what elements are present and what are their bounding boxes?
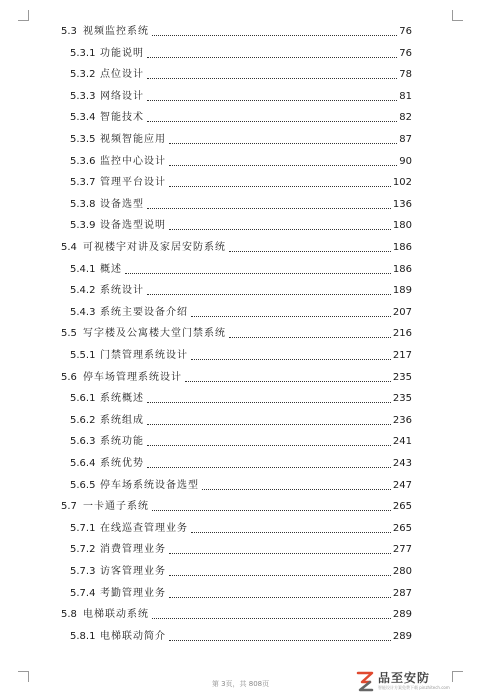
toc-entry-title: 访客管理业务 [100,566,166,577]
toc-entry-title: 点位设计 [100,69,144,81]
toc-entry-page: 207 [392,306,412,318]
toc-entry-page: 136 [392,198,412,210]
toc-entry-title: 停车场系统设备选型 [100,479,199,491]
toc-entry-number: 5.6.1 [70,393,96,405]
toc-dot-leader [147,467,391,468]
toc-entry[interactable] [70,432,412,448]
toc-entry-number: 5.4.2 [70,285,96,297]
toc-entry-title: 系统组成 [100,414,144,426]
toc-dot-leader [169,165,397,166]
toc-dot-leader [191,359,391,360]
toc-entry[interactable] [70,540,412,556]
toc-entry-title: 系统设计 [100,285,144,297]
toc-dot-leader [147,57,397,58]
toc-entry-page: 277 [392,544,412,556]
toc-entry-title: 在线巡查管理业务 [100,522,188,534]
toc-dot-leader [147,294,391,295]
toc-entry-page: 235 [392,371,412,383]
watermark-subtitle: 智能设计方案免费下载 pinzhitech.com [378,684,450,690]
toc-entry-page: 186 [392,242,412,253]
toc-entry[interactable] [70,173,412,189]
toc-dot-leader [202,489,391,490]
toc-entry[interactable] [61,22,412,38]
page-footer: 第 3页，共 808页 [211,680,270,688]
toc-entry[interactable] [70,281,412,297]
toc-entry-number: 5.7.2 [70,544,96,556]
toc-entry-title: 电梯联动简介 [100,630,166,642]
toc-dot-leader [147,121,397,122]
toc-entry-page: 90 [399,155,412,167]
toc-entry-title: 概述 [100,263,122,275]
toc-dot-leader [229,251,391,252]
toc-entry-number: 5.3 [61,26,77,37]
toc-dot-leader [152,35,397,36]
toc-dot-leader [147,208,391,209]
toc-entry-title: 视频监控系统 [83,26,149,37]
toc-entry-page: 189 [392,285,412,297]
toc-entry[interactable] [61,368,412,384]
toc-entry[interactable] [70,584,412,600]
toc-entry-number: 5.5 [61,328,77,340]
toc-entry-number: 5.5.1 [70,350,96,361]
toc-dot-leader [147,100,397,101]
toc-entry-title: 网络设计 [100,90,144,102]
toc-entry-title: 系统主要设备介绍 [100,306,188,318]
toc-dot-leader [147,78,397,79]
toc-entry-title: 门禁管理系统设计 [100,350,188,361]
toc-dot-leader [147,424,391,425]
toc-entry-page: 87 [399,134,412,145]
toc-entry-page: 81 [399,90,412,102]
toc-entry-title: 智能技术 [100,112,144,124]
toc-entry-number: 5.8.1 [70,630,96,642]
toc-entry-title: 系统概述 [100,393,144,405]
toc-dot-leader [147,445,391,446]
toc-dot-leader [185,381,391,382]
toc-entry-page: 289 [392,630,412,642]
toc-dot-leader [152,618,391,619]
toc-entry-number: 5.6.3 [70,436,96,448]
toc-entry-page: 241 [392,436,412,448]
toc-entry[interactable] [70,108,412,124]
toc-entry-title: 电梯联动系统 [83,609,149,621]
toc-dot-leader [125,273,391,274]
toc-entry-page: 265 [392,501,412,513]
toc-entry[interactable] [70,454,412,470]
toc-entry[interactable] [61,497,412,513]
toc-entry-number: 5.3.4 [70,112,96,124]
toc-entry-number: 5.8 [61,609,77,621]
toc-entry-page: 102 [392,177,412,189]
toc-entry[interactable] [70,260,412,276]
toc-entry-page: 180 [392,220,412,232]
toc-entry-title: 可视楼宇对讲及家居安防系统 [83,242,226,253]
toc-dot-leader [191,532,391,533]
toc-entry-number: 5.7.4 [70,587,96,599]
toc-entry-page: 243 [392,458,412,469]
toc-entry-number: 5.7 [61,501,77,513]
toc-dot-leader [152,510,391,511]
toc-entry-number: 5.6 [61,371,77,383]
toc-entry[interactable] [70,411,412,427]
toc-entry[interactable] [70,152,412,168]
toc-entry-title: 管理平台设计 [100,177,166,189]
toc-entry[interactable] [70,44,412,60]
toc-entry-number: 5.7.1 [70,522,96,534]
toc-entry-page: 78 [399,69,412,81]
toc-entry-number: 5.4.1 [70,263,96,275]
toc-entry-number: 5.3.1 [70,47,96,59]
toc-dot-leader [169,553,391,554]
toc-dot-leader [169,143,397,144]
toc-dot-leader [191,316,391,317]
toc-entry-number: 5.3.8 [70,198,96,210]
watermark [356,666,481,696]
toc-entry[interactable] [70,303,412,319]
toc-entry-page: 76 [399,26,412,37]
toc-entry[interactable] [61,605,412,621]
toc-entry-number: 5.3.6 [70,155,96,167]
toc-entry-page: 247 [392,479,412,491]
toc-entry-title: 消费管理业务 [100,544,166,556]
toc-entry-number: 5.4.3 [70,306,96,318]
toc-entry-number: 5.6.4 [70,458,96,469]
toc-entry[interactable] [70,87,412,103]
crop-mark-top-left [18,10,29,21]
toc-entry-number: 5.6.5 [70,479,96,491]
toc-entry-title: 设备选型说明 [100,220,166,232]
toc-entry-page: 280 [392,566,412,577]
toc-entry[interactable] [70,562,412,578]
toc-dot-leader [169,575,391,576]
toc-entry[interactable] [70,627,412,643]
watermark-name: 品至安防 [378,670,431,685]
toc-entry-page: 289 [392,609,412,621]
toc-entry-title: 一卡通子系统 [83,501,149,513]
toc-entry-title: 功能说明 [100,47,144,59]
toc-entry-page: 216 [392,328,412,340]
toc-entry-number: 5.3.3 [70,90,96,102]
toc-entry-title: 写字楼及公寓楼大堂门禁系统 [83,328,226,340]
toc-entry-title: 停车场管理系统设计 [83,371,182,383]
toc-entry-title: 系统功能 [100,436,144,448]
toc-entry-number: 5.4 [61,242,77,253]
toc-entry-page: 186 [392,263,412,275]
toc-dot-leader [169,229,391,230]
toc-dot-leader [229,337,391,338]
toc-entry-number: 5.3.5 [70,134,96,145]
toc-entry-page: 217 [392,350,412,361]
toc-entry-page: 235 [392,393,412,405]
toc-entry-title: 系统优势 [100,458,144,469]
toc-dot-leader [169,186,391,187]
toc-entry[interactable] [70,346,412,362]
toc-entry[interactable] [61,238,412,254]
crop-mark-top-right [452,10,463,21]
toc-entry[interactable] [70,476,412,492]
toc-entry-number: 5.6.2 [70,414,96,426]
toc-entry-title: 监控中心设计 [100,155,166,167]
toc-entry-title: 考勤管理业务 [100,587,166,599]
toc-entry-page: 236 [392,414,412,426]
toc-entry[interactable] [70,195,412,211]
toc-dot-leader [147,402,391,403]
toc-entry-page: 265 [392,522,412,534]
toc-entry[interactable] [70,389,412,405]
toc-entry[interactable] [70,216,412,232]
toc-dot-leader [169,597,391,598]
toc-entry-title: 视频智能应用 [100,134,166,145]
toc-entry-number: 5.3.2 [70,69,96,81]
toc-entry-title: 设备选型 [100,198,144,210]
toc-entry[interactable] [61,324,412,340]
toc-entry[interactable] [70,65,412,81]
toc-dot-leader [169,640,391,641]
toc-entry-page: 287 [392,587,412,599]
z-logo-icon [356,670,374,692]
toc-entry-number: 5.3.7 [70,177,96,189]
toc-entry-number: 5.7.3 [70,566,96,577]
toc-entry-page: 76 [399,47,412,59]
toc-entry-number: 5.3.9 [70,220,96,232]
toc-entry[interactable] [70,130,412,146]
toc-entry[interactable] [70,519,412,535]
toc-entry-page: 82 [399,112,412,124]
